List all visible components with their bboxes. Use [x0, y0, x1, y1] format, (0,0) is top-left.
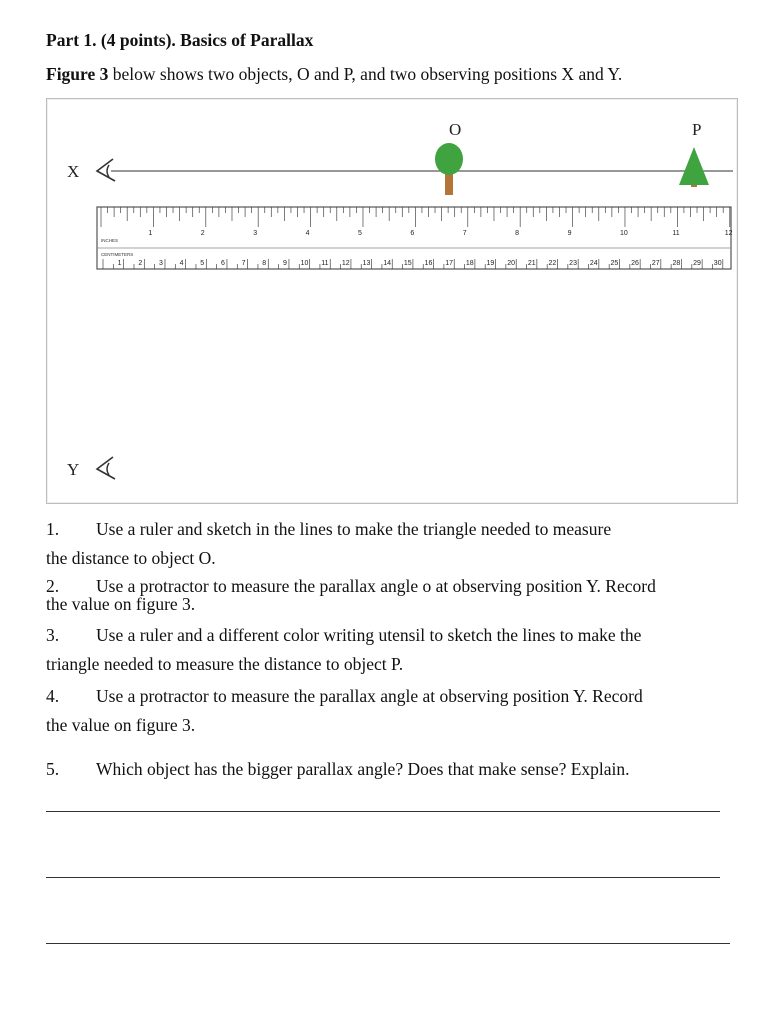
part-title: Part 1. (4 points). Basics of Parallax [46, 30, 314, 50]
question-text: Use a protractor to measure the parallax angle o at observing position Y. Record [96, 576, 656, 596]
ruler-cm-label: 19 [486, 260, 495, 267]
ruler-cm-label: 16 [424, 260, 433, 267]
question-3 [46, 625, 736, 674]
label-o: O [449, 120, 462, 139]
object-o-tree-icon [435, 143, 463, 195]
ruler-cm-label: 13 [362, 260, 371, 267]
ruler-inch-label: 6 [410, 230, 415, 237]
question-2 [46, 576, 736, 614]
question-number: 1. [46, 519, 60, 539]
ruler-inch-label: 10 [619, 230, 628, 237]
ruler-inch-label: 1 [148, 230, 153, 237]
ruler-cm-label: 18 [465, 260, 474, 267]
ruler-cm-label: 24 [589, 260, 598, 267]
ruler-cm-label: 3 [158, 260, 163, 267]
ruler-cm-label: CENTIMETERS [101, 252, 134, 257]
question-text-cont: the value on figure 3. [46, 593, 196, 614]
ruler [97, 207, 733, 269]
ruler-inch-label: 5 [357, 230, 362, 237]
question-number: 3. [46, 625, 60, 645]
ruler-cm-label: 5 [200, 260, 205, 267]
ruler-inch-label: 11 [672, 230, 680, 237]
ruler-inch-label: 4 [305, 230, 310, 237]
eye-x-icon [97, 159, 115, 181]
ruler-inch-label: 8 [515, 230, 520, 237]
figure-ref: Figure 3 [46, 64, 109, 84]
question-5 [46, 759, 736, 780]
ruler-cm-label: 11 [321, 260, 329, 267]
ruler-cm-label: 14 [383, 260, 392, 267]
question-1 [46, 519, 736, 568]
ruler-cm-label: 10 [300, 260, 309, 267]
intro-text: below shows two objects, O and P, and two observing positions X and Y. [108, 64, 623, 84]
ruler-cm-label: 21 [527, 260, 536, 267]
question-text: Which object has the bigger parallax angle? Does that make sense? Explain. [96, 759, 630, 779]
answer-line-2[interactable] [46, 877, 720, 878]
question-text-cont: triangle needed to measure the distance to object P. [46, 653, 404, 674]
ruler-cm-label: 4 [179, 260, 184, 267]
ruler-cm-label: 1 [117, 260, 122, 267]
question-text-cont: the distance to object O. [46, 547, 216, 568]
ruler-cm-label: 12 [341, 260, 350, 267]
parallax-diagram [47, 99, 737, 503]
ruler-inch-label: 2 [200, 230, 205, 237]
ruler-cm-label: 20 [507, 260, 515, 267]
question-number: 4. [46, 686, 60, 706]
answer-line-3[interactable] [46, 943, 730, 944]
ruler-cm-label: 22 [548, 260, 557, 267]
ruler-cm-label: 27 [651, 260, 660, 267]
ruler-inches-label: INCHES [101, 238, 119, 243]
ruler-cm-label: 17 [445, 260, 454, 267]
object-p-tree-icon [679, 147, 709, 187]
ruler-inch-label: 9 [567, 230, 572, 237]
ruler-cm-label: 7 [241, 260, 246, 267]
question-4 [46, 686, 736, 735]
ruler-cm-label: 9 [282, 260, 287, 267]
ruler-cm-label: 23 [569, 260, 577, 267]
question-text: Use a ruler and sketch in the lines to make the triangle needed to measure [96, 519, 612, 539]
ruler-cm-label: 26 [631, 260, 639, 267]
ruler-cm-label: 8 [262, 260, 267, 267]
ruler-inch-label: 3 [253, 230, 258, 237]
ruler-cm-label: 2 [138, 260, 143, 267]
ruler-inch-label: 7 [462, 230, 467, 237]
ruler-cm-label: 15 [403, 260, 412, 267]
question-number: 5. [46, 759, 60, 779]
ruler-cm-label: 25 [610, 260, 619, 267]
figure-intro [46, 64, 622, 85]
question-text: Use a protractor to measure the parallax angle at observing position Y. Record [96, 686, 643, 706]
ruler-cm-label: 30 [713, 260, 722, 267]
ruler-cm-label: 28 [672, 260, 681, 267]
question-text-cont: the value on figure 3. [46, 714, 196, 735]
label-y: Y [67, 460, 80, 479]
figure-3 [46, 98, 738, 504]
question-number: 2. [46, 576, 60, 596]
ruler-cm-label: 29 [693, 260, 701, 267]
question-text: Use a ruler and a different color writing utensil to sketch the lines to make the [96, 625, 642, 645]
eye-y-icon [97, 457, 115, 479]
label-p: P [692, 120, 702, 139]
answer-line-1[interactable] [46, 811, 720, 812]
ruler-inch-label: 12 [724, 230, 733, 237]
label-x: X [67, 162, 80, 181]
ruler-cm-label: 6 [220, 260, 225, 267]
